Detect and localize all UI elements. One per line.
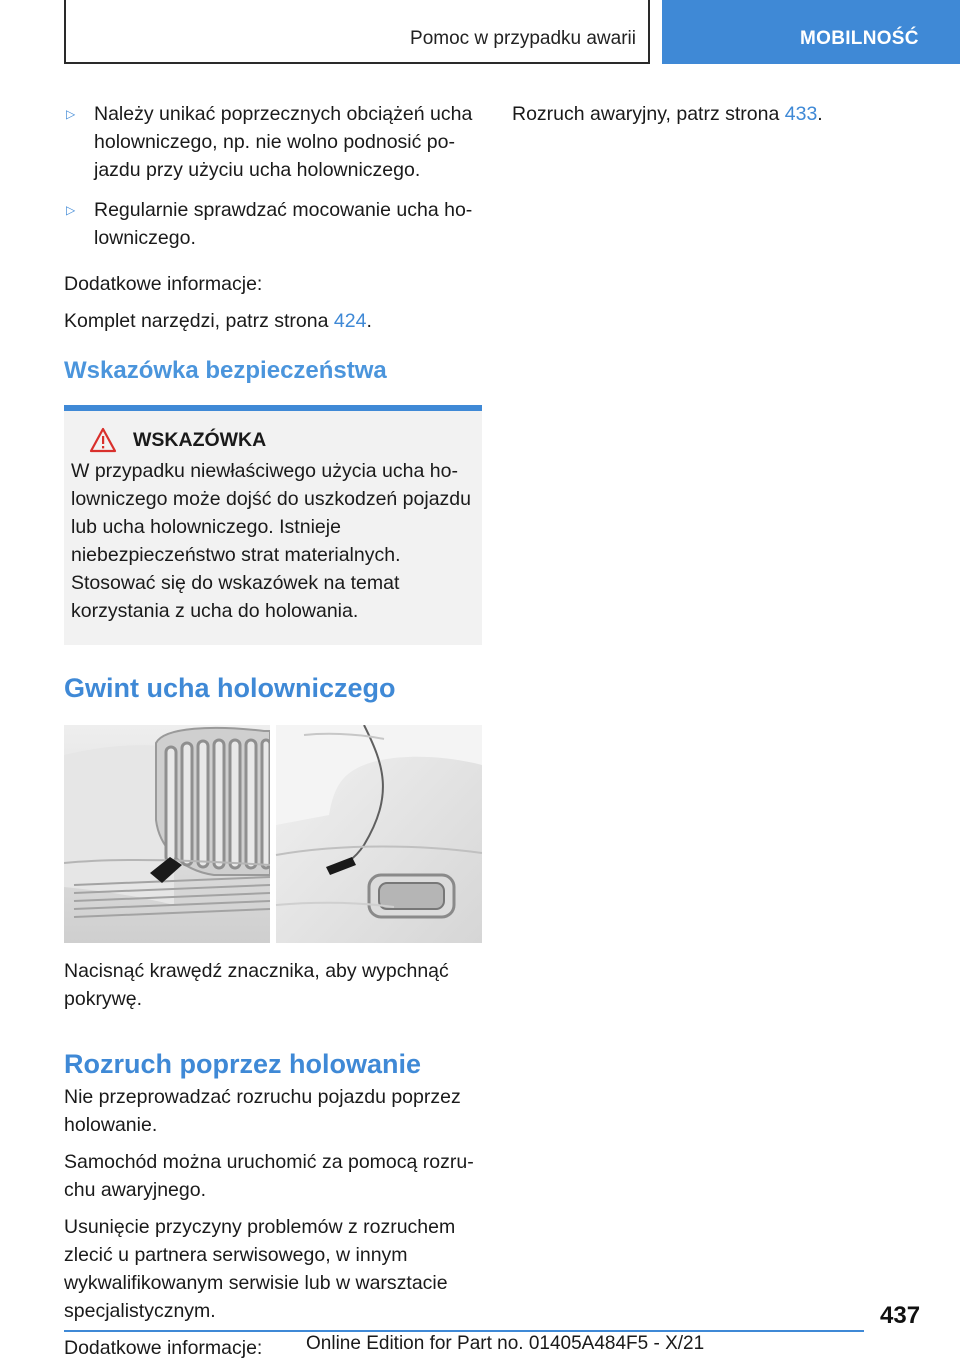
tool-kit-text: Komplet narzędzi, patrz strona <box>64 310 334 332</box>
chapter-tab[interactable] <box>662 0 960 64</box>
header-section-box <box>64 0 650 64</box>
tow-eye-thread-illustration <box>64 725 482 943</box>
right-column <box>512 100 912 128</box>
list-item <box>64 100 482 184</box>
bullet-text: Regularnie sprawdzać mocowanie ucha holowniczego. <box>94 199 473 249</box>
edition-footer: Online Edition for Part no. 01405A484F5 - X/21 <box>306 1333 705 1354</box>
jump-start-reference: Rozruch awaryjny, patrz strona 433. <box>512 103 823 125</box>
triangle-bullet-icon: ▷ <box>66 203 76 217</box>
safety-heading: Wskazówka bezpieczeństwa <box>64 357 387 384</box>
car-front-bumper-image <box>64 725 482 943</box>
thread-instruction: Nacisnąć krawędź znacznika, aby wypchnąć pokrywę. <box>64 960 449 1010</box>
bullet-list <box>64 100 482 252</box>
jump-start-page-link[interactable]: 433 <box>784 103 818 125</box>
left-column <box>64 100 482 1362</box>
chapter-tab-label: MOBILNOŚĆ <box>800 28 919 49</box>
tow-start-paragraph: Dodatkowe informacje: <box>64 1337 263 1359</box>
jump-start-text: Rozruch awaryjny, patrz strona <box>512 103 785 125</box>
warning-header <box>71 427 474 453</box>
page-number: 437 <box>880 1302 921 1329</box>
section-title: Pomoc w przypadku awarii <box>410 28 636 49</box>
bullet-text: Należy unikać poprzecznych obciążeń ucha holowniczego, np. nie wolno podnosić pojazdu przy użyciu ucha holowniczego. <box>94 103 473 181</box>
warning-title: WSKAZÓWKA <box>133 428 267 451</box>
tow-start-paragraph: Usunięcie przyczyny problemów z rozruchem zlecić u partnera serwisowego, w innym wykwalifikowanym serwisie lub w warsztacie specjalistycznym. <box>64 1216 456 1322</box>
triangle-bullet-icon: ▷ <box>66 107 76 121</box>
tow-start-paragraph: Nie przeprowadzać rozruchu pojazdu poprzez holowanie. <box>64 1086 461 1136</box>
tow-start-paragraph: Samochód można uruchomić za pomocą rozruchu awaryjnego. <box>64 1151 474 1201</box>
thread-heading: Gwint ucha holowniczego <box>64 673 396 703</box>
tool-kit-page-link[interactable]: 424 <box>333 310 367 332</box>
warning-body: W przypadku niewłaściwego użycia ucha holowniczego może dojść do uszkodzeń pojazdu lub ucha holowniczego. Istnieje niebezpieczeństwo strat materialnych. Stosować się do wskazówek na temat korzystania z ucha do holowania. <box>71 460 471 622</box>
tow-start-heading: Rozruch poprzez holowanie <box>64 1049 422 1079</box>
list-item <box>64 196 482 252</box>
tool-kit-reference: Komplet narzędzi, patrz strona 424. <box>64 310 372 332</box>
footer-divider <box>64 1330 864 1332</box>
more-info-label: Dodatkowe informacje: <box>64 273 263 295</box>
warning-box <box>64 405 482 645</box>
warning-triangle-icon <box>83 427 123 453</box>
